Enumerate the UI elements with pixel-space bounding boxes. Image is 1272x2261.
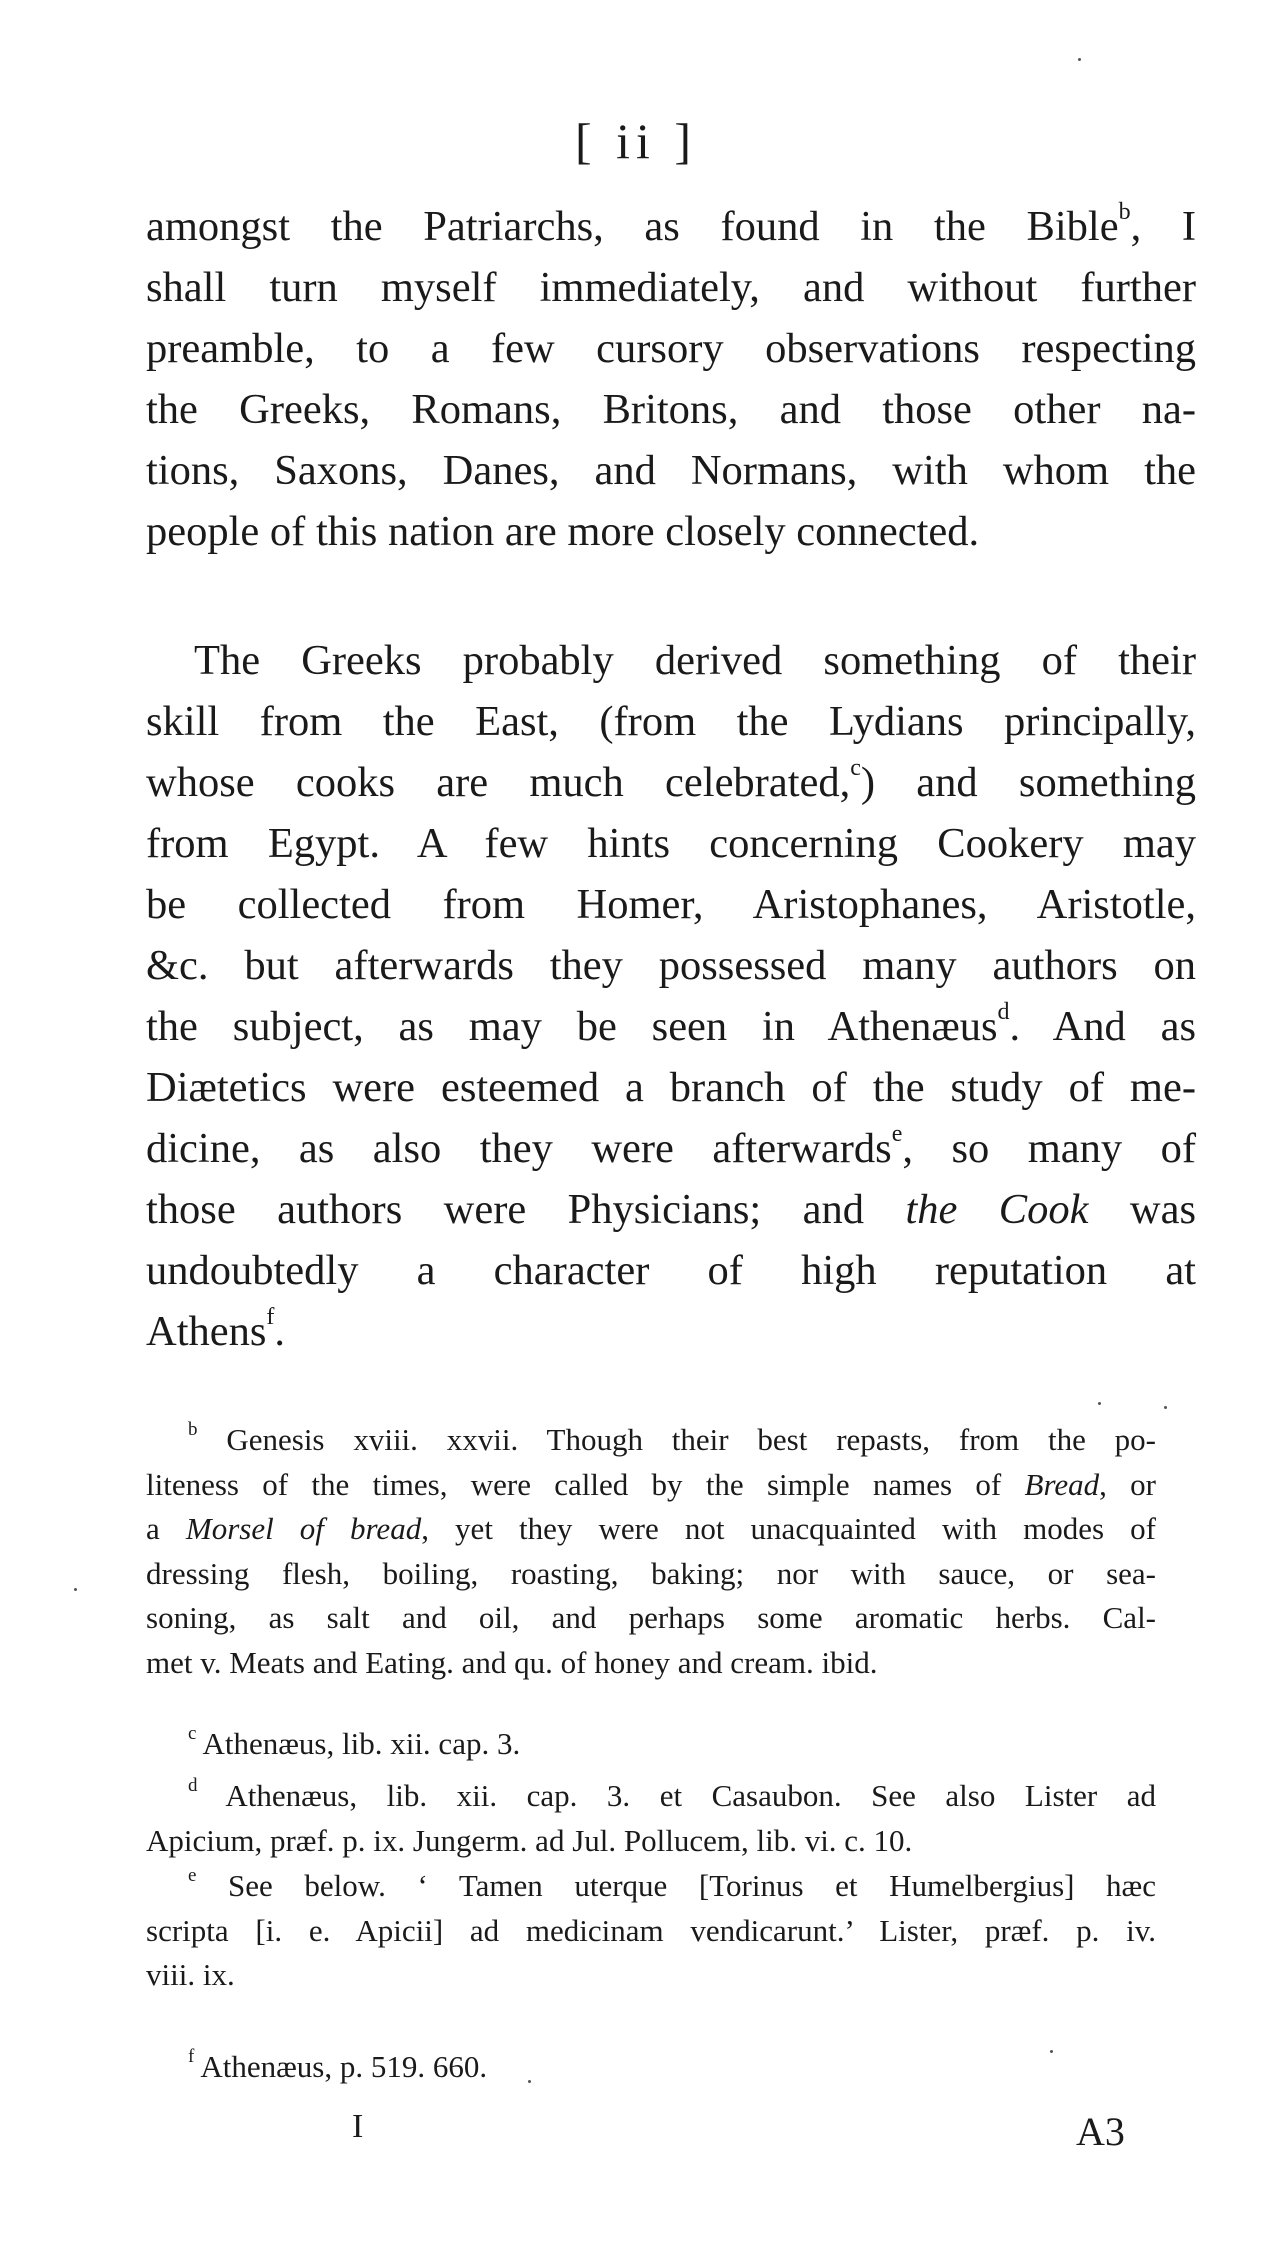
text-line (146, 996, 1196, 1057)
text-line (146, 1118, 1196, 1179)
print-speck (1164, 1406, 1167, 1409)
print-speck (1078, 58, 1081, 61)
footnote-line (146, 1463, 1156, 1508)
footnote-line: scripta [i. e. Apicii] ad medicinam vendicarunt.’ Lister, præf. p. iv. (146, 1912, 1156, 1948)
text-run: Athenæus, lib. xii. cap. 3. et Casaubon. See also Lister ad (225, 1778, 1156, 1813)
page-number: [ ii ] (574, 113, 698, 169)
footnote-b (146, 1418, 1156, 1685)
text-run: whose cooks are much celebrated, (146, 759, 851, 806)
text-run: . (274, 1308, 286, 1355)
footnote-marker: f (188, 2045, 195, 2067)
text-run: Athens (146, 1308, 267, 1355)
footnote-ref-d: d (997, 998, 1010, 1025)
footnote-ref-f: f (266, 1303, 275, 1330)
text-run: , so many of (902, 1125, 1196, 1172)
text-run: the subject, as may be seen in Athenæus (146, 1003, 998, 1050)
footnote-e (146, 1864, 1156, 1998)
print-speck (1098, 1402, 1101, 1405)
print-speck (1050, 2050, 1053, 2053)
footnote-line: Apicium, præf. p. ix. Jungerm. ad Jul. Pollucem, lib. vi. c. 10. (146, 1822, 913, 1858)
text-line (146, 196, 1196, 257)
footnote-line (146, 1722, 1156, 1767)
footnote-f (146, 2045, 1156, 2090)
footnote-line: dressing flesh, boiling, roasting, baking; nor with sauce, or sea- (146, 1555, 1156, 1591)
footnote-ref-e: e (891, 1120, 903, 1147)
text-line: be collected from Homer, Aristophanes, Aristotle, (146, 881, 1196, 928)
text-run: Athenæus, p. 519. 660. (200, 2049, 488, 2084)
catchword: A3 (1076, 2109, 1125, 2154)
text-run: those authors were Physicians; and (146, 1186, 865, 1233)
text-run: Athenæus, lib. xii. cap. 3. (202, 1726, 521, 1761)
text-line (146, 752, 1196, 813)
print-speck (74, 1588, 77, 1591)
text-line: skill from the East, (from the Lydians principally, (146, 698, 1196, 745)
text-run: , yet they were not unacquainted with modes of (421, 1511, 1157, 1546)
text-run: ) and something (860, 759, 1196, 806)
text-line: people of this nation are more closely connected. (146, 508, 980, 555)
text-run: , or (1099, 1466, 1156, 1502)
text-run: was (1129, 1186, 1197, 1233)
text-line: tions, Saxons, Danes, and Normans, with whom the (146, 447, 1196, 494)
text-line: undoubtedly a character of high reputation at (146, 1247, 1196, 1294)
text-line (146, 1301, 1196, 1362)
footnote-line (146, 1864, 1156, 1909)
text-line: shall turn myself immediately, and without further (146, 264, 1196, 311)
italic-run: Bread (1024, 1466, 1100, 1502)
footnote-line: soning, as salt and oil, and perhaps some aromatic herbs. Cal- (146, 1600, 1156, 1635)
footnote-line (146, 1418, 1156, 1463)
footnote-marker: c (188, 1722, 197, 1744)
footnote-d (146, 1774, 1156, 1863)
footnote-marker: b (188, 1418, 198, 1440)
footnote-c (146, 1722, 1156, 1767)
paragraph-1 (146, 196, 1196, 562)
text-line: preamble, to a few cursory observations respecting (146, 325, 1196, 372)
text-line: &c. but afterwards they possessed many authors on (146, 942, 1196, 989)
text-run: , I (1130, 203, 1196, 250)
footnote-line (146, 1507, 1156, 1552)
footnote-ref-b: b (1118, 198, 1131, 225)
footnote-line (146, 1774, 1156, 1819)
footnote-line (146, 2045, 1156, 2090)
text-run: Genesis xviii. xxvii. Though their best repasts, from the po- (226, 1422, 1156, 1457)
text-run: liteness of the times, were called by the simple names of (146, 1466, 1002, 1502)
footnote-ref-c: c (850, 754, 861, 781)
text-line: from Egypt. A few hints concerning Cookery may (146, 820, 1196, 867)
text-line (146, 1179, 1196, 1240)
text-line: Diætetics were esteemed a branch of the study of me- (146, 1064, 1196, 1111)
text-run: amongst the Patriarchs, as found in the Bible (146, 203, 1119, 250)
text-run: dicine, as also they were afterwards (146, 1125, 892, 1172)
text-run: . And as (1009, 1003, 1196, 1050)
footnote-line: met v. Meats and Eating. and qu. of honey and cream. ibid. (146, 1644, 878, 1680)
italic-run: the Cook (905, 1186, 1089, 1233)
paragraph-2 (146, 630, 1196, 1362)
print-speck (528, 2080, 531, 2083)
footnote-marker: d (188, 1774, 198, 1796)
footnote-line: viii. ix. (146, 1957, 235, 1992)
text-line: the Greeks, Romans, Britons, and those other na- (146, 386, 1196, 433)
italic-run: Morsel of bread (185, 1511, 422, 1546)
footnote-marker: e (188, 1864, 197, 1886)
text-run: See below. ‘ Tamen uterque [Torinus et Humelbergius] hæc (228, 1868, 1156, 1903)
text-run: a (146, 1511, 160, 1546)
text-line: The Greeks probably derived something of their (194, 637, 1196, 684)
signature-mark: I (352, 2108, 364, 2145)
